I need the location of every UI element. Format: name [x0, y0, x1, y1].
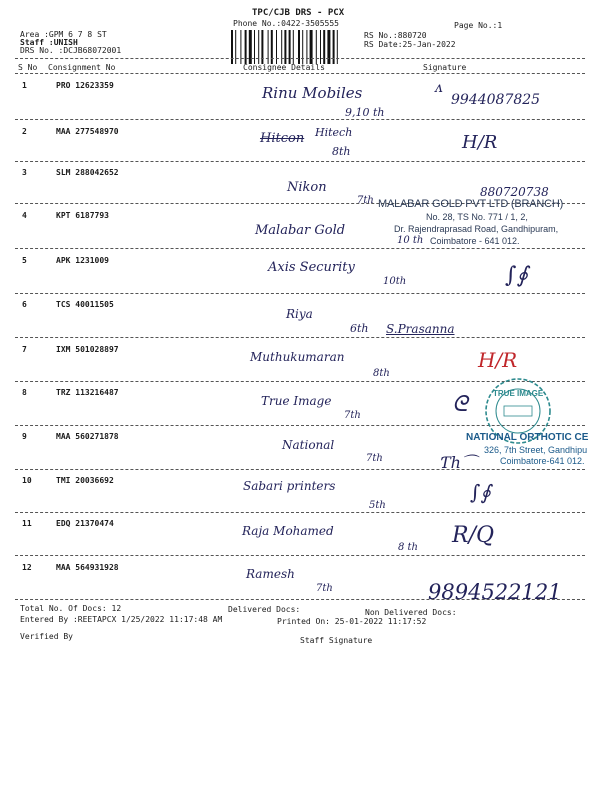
row-consignment-no: MAA 564931928	[56, 563, 119, 572]
row-consignment-no: APK 1231009	[56, 256, 109, 265]
row-divider	[15, 248, 585, 249]
handwritten-number: 880720738	[480, 185, 549, 199]
row-consignee: Hitech	[315, 126, 353, 139]
non-delivered-docs: Non Delivered Docs:	[365, 608, 457, 617]
row-consignee: Nikon	[287, 180, 327, 195]
row-signature: S.Prasanna	[386, 322, 455, 336]
row-consignee-note: 5th	[369, 500, 386, 511]
row-consignment-no: PRO 12623359	[56, 81, 114, 90]
row-signature: H/R	[478, 348, 518, 372]
row-divider	[15, 512, 585, 513]
row-sno: 2	[22, 127, 27, 136]
page-number: Page No.:1	[454, 21, 503, 30]
column-header-consignment: Consignment No	[48, 63, 116, 72]
row-consignee-note: 9,10 th	[345, 106, 385, 119]
verified-by: Verified By	[20, 632, 73, 641]
row-signature: 9894522121	[428, 580, 562, 604]
delivered-docs: Delivered Docs:	[228, 605, 301, 614]
row-divider	[15, 599, 585, 600]
row-consignee: Malabar Gold	[255, 223, 346, 238]
header-divider	[15, 58, 585, 59]
row-divider	[15, 119, 585, 120]
row-consignment-no: MAA 560271878	[56, 432, 119, 441]
row-consignment-no: TMI 20036692	[56, 476, 114, 485]
row-divider	[15, 161, 585, 162]
row-signature: 9944087825	[451, 92, 541, 108]
row-consignee-note: 8th	[373, 368, 390, 379]
row-divider	[15, 293, 585, 294]
row-consignee-note: 6th	[350, 322, 369, 335]
row-consignee-note: 7th	[366, 453, 383, 464]
signature-scrawl: ∫∮	[470, 480, 491, 504]
row-consignee-note: 10 th	[397, 235, 424, 246]
row-consignee: True Image	[261, 394, 332, 408]
stamp-address-line: 326, 7th Street, Gandhipu	[484, 445, 588, 455]
phone-number: Phone No.:0422-3505555	[233, 19, 339, 28]
row-consignee: Sabari printers	[243, 479, 336, 493]
row-divider	[15, 555, 585, 556]
entered-by: Entered By :REETAPCX 1/25/2022 11:17:48 AM	[20, 615, 223, 624]
signature-scrawl: ∫∮	[505, 263, 528, 288]
row-consignee-note: 7th	[316, 583, 333, 594]
row-consignee: Riya	[286, 307, 313, 321]
column-header-signature: Signature	[423, 63, 467, 72]
row-consignee-note: 7th	[344, 410, 361, 421]
rs-date: RS Date:25-Jan-2022	[364, 40, 456, 49]
stamp-label: TRUE IMAGE	[493, 389, 544, 398]
row-consignee: Rinu Mobiles	[262, 84, 363, 102]
row-consignee-note: 10th	[383, 276, 407, 287]
row-signature: H/R	[462, 132, 498, 153]
row-consignee: Raja Mohamed	[242, 524, 334, 538]
row-consignee: Muthukumaran	[250, 350, 345, 364]
row-consignee: National	[282, 438, 335, 452]
area-label: Area :GPM 6 7 8 ST	[20, 30, 107, 39]
row-consignee-note: 8 th	[398, 542, 418, 553]
row-divider	[15, 469, 585, 470]
row-consignment-no: MAA 277548970	[56, 127, 119, 136]
row-sno: 11	[22, 519, 32, 528]
row-sno: 10	[22, 476, 32, 485]
struck-text: Hitcon	[260, 131, 305, 146]
row-sno: 8	[22, 388, 27, 397]
report-title: TPC/CJB DRS - PCX	[252, 8, 345, 18]
row-divider	[15, 337, 585, 338]
stamp-address-line: Coimbatore-641 012.	[500, 456, 585, 466]
stamp-address-line: Dr. Rajendraprasad Road, Gandhipuram,	[394, 224, 559, 234]
row-consignment-no: SLM 288042652	[56, 168, 119, 177]
total-docs: Total No. Of Docs: 12	[20, 604, 122, 613]
printed-on: Printed On: 25-01-2022 11:17:52	[277, 617, 427, 626]
row-consignee: Axis Security	[268, 260, 355, 275]
signature-scrawl: ᘓ	[452, 392, 468, 417]
row-consignment-no: IXM 501028897	[56, 345, 119, 354]
stamp-company-name: MALABAR GOLD PVT LTD (BRANCH)	[378, 198, 564, 210]
row-consignment-no: EDQ 21370474	[56, 519, 114, 528]
row-sno: 4	[22, 211, 27, 220]
stamp-address-line: Coimbatore - 641 012.	[430, 236, 520, 246]
row-sno: 9	[22, 432, 27, 441]
column-header-sno: S No	[18, 63, 38, 72]
row-consignment-no: TRZ 113216487	[56, 388, 119, 397]
row-consignee-note: 7th	[357, 195, 374, 206]
row-sno: 5	[22, 256, 27, 265]
row-sno: 7	[22, 345, 27, 354]
row-sno: 1	[22, 81, 27, 90]
row-consignment-no: TCS 40011505	[56, 300, 114, 309]
staff-signature: Staff Signature	[300, 636, 373, 645]
staff-label: Staff :UNISH	[20, 38, 78, 47]
row-sno: 3	[22, 168, 27, 177]
drs-number: DRS No. :DCJB68072001	[20, 46, 122, 55]
column-header-consignee: Consignee Details	[243, 63, 325, 72]
stamp-address-line: No. 28, TS No. 771 / 1, 2,	[426, 212, 528, 222]
row-consignee-note: 8th	[332, 145, 351, 158]
row-sno: 12	[22, 563, 32, 572]
signature-scrawl: Ƭh⌒	[440, 453, 477, 472]
header-divider	[15, 73, 585, 74]
stamp-company-name: NATIONAL ORTHOTIC CE	[466, 432, 589, 443]
row-sno: 6	[22, 300, 27, 309]
rs-number: RS No.:880720	[364, 31, 427, 40]
row-signature: R/Q	[452, 523, 495, 548]
row-consignment-no: KPT 6187793	[56, 211, 109, 220]
signature-scrawl: ᴧ	[435, 80, 443, 96]
row-consignee: Ramesh	[246, 567, 295, 581]
